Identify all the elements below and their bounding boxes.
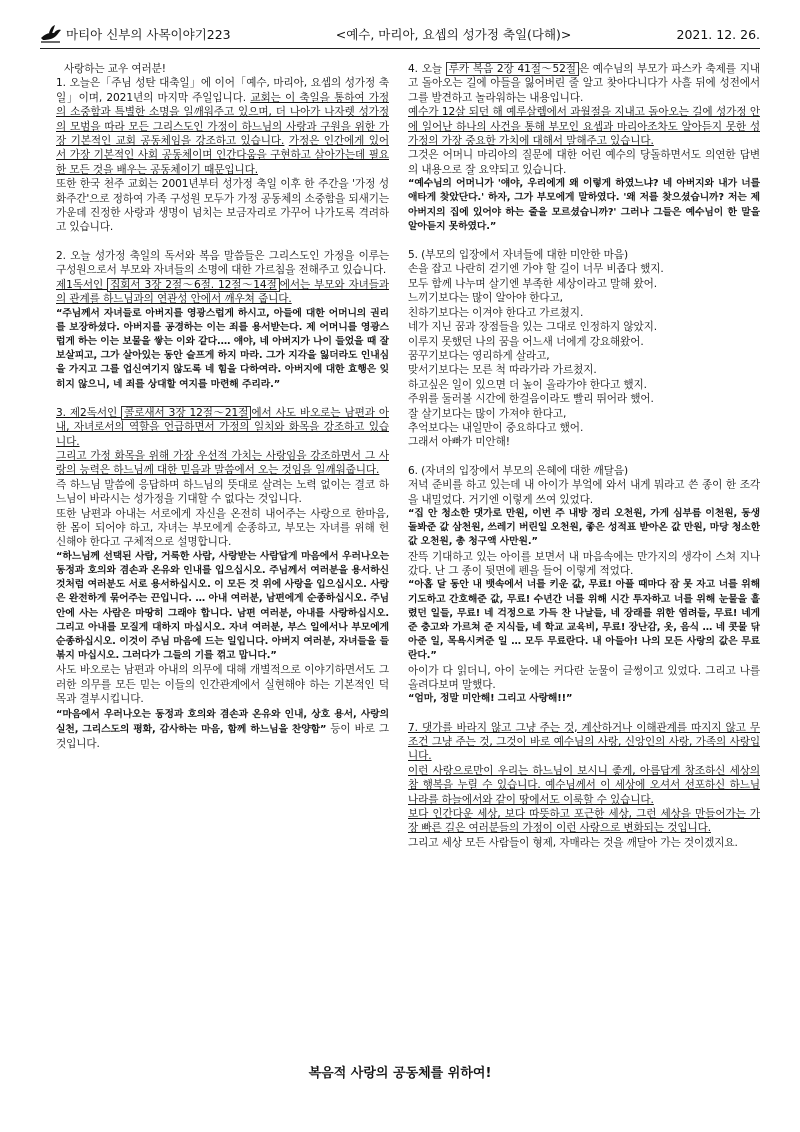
s3-label: 3. 제2독서인 [56,406,122,419]
poem-line: 모두 함께 나누며 살기엔 부족한 세상이라고 말해 왔어. [408,277,658,290]
body-columns [56,62,760,1042]
left-column [56,62,389,1042]
poem-line: 하고싶은 일이 있으면 더 높이 올라가야 한다고 했지. [408,378,647,391]
page-header [40,20,760,49]
s1-underlined-a: 교회는 이 축일을 통하여 가정의 소중함과 특별한 소명을 일깨워주고 있으며, 더 나아가 나자렛 성가정의 모범을 따라 모든 그리스도인 가정이 하느님의 사랑과 구원을 위한 가장 기본적인 교회 공동체임을 강조하고 있습니다. [56,91,389,148]
header-feast-title: <예수, 마리아, 요셉의 성가정 축일(다해)> [335,27,572,42]
s3-virtue-list [56,707,389,752]
s4-gospel [408,62,760,105]
quote-colossians: “하느님께 선택된 사람, 거룩한 사람, 사랑받는 사람답게 마음에서 우러나오는 동정과 호의와 겸손과 온유와 인내를 입으십시오. 주님께서 여러분을 용서하신 것처럼 여러분도 서로 용서하십시오. 이 모든 것 위에 사랑을 입으십시오. 사랑은 완전하게 묶어주는 끈입니다. … 아내 여러분, 남편에게 순종하십시오. 주님 안에 사는 사람은 마땅히 그래야 합니다. 남편 여러분, 아내를 사랑하십시오. 그리고 아내를 모질게 대하지 마십시오. 자녀 여러분, 부스 일에서나 부모에게 순종하십시오. 이것이 주님 마음에 드는 일입니다. 아버지 여러분, 자녀들을 들볶지 마십시오. 그러다가 그들의 기를 꺾고 맙니다.” [56,550,389,662]
greeting: 사랑하는 교우 여러분! [64,63,166,75]
s2-desc: 에서는 부모와 자녀들과의 관계를 하느님과의 연관성 안에서 깨우쳐 줍니다. [56,278,389,306]
s7-closing: 그리고 세상 모든 사람들이 형제, 자매라는 것을 깨달아 가는 것이겠지요. [408,836,738,849]
s5-title: 5. (부모의 입장에서 자녀들에 대한 미안한 마음) [408,249,628,262]
s3-word: 즉 하느님 말씀에 응답하며 하느님의 뜻대로 살려는 노력 없이는 결코 하느님이 바라시는 성가정을 기대할 수 없다는 것입니다. [56,478,389,506]
s2-scripture-ref: 집회서 3장 2절～6절. 12절～14절 [107,278,280,292]
s1-week: 또한 한국 천주 교회는 2001년부터 성가정 축일 이후 한 주간을 '가정 성화주간'으로 정하여 가족 구성원 모두가 가정 공동체의 소중함을 되새기는 가운데 진정한 사랑과 생명이 넘치는 보금자리로 가꾸어 나가도록 격려하고 있습니다. [56,178,389,234]
s7-love: 7. 댓가를 바라지 않고 그냥 주는 것, 계산하거나 이해관계를 따지지 않고 무조건 그냥 주는 것, 그것이 바로 예수님의 사랑, 신앙인의 사랑, 가족의 사랑입니다. [408,721,760,763]
poem-line: 느끼기보다는 많이 알아야 한다고, [408,292,563,305]
s3-virtues: 사도 바오로는 남편과 아내의 의무에 대해 개별적으로 이야기하면서도 그러한 의무를 모든 믿는 이들의 인간관계에서 실현해야 하는 기본적인 덕목과 결부시킵니다. [56,664,389,706]
poem-line: 이루지 못했던 나의 꿈을 어느새 너에게 강요해왔어. [408,335,644,348]
s6-intro: 저녁 준비를 하고 있는데 내 아이가 부엌에 와서 내게 뭐라고 쓴 종이 한 조각을 내밀었다. 거기엔 이렇게 쓰여 있었다. [408,479,760,506]
quote-child: “엄마, 정말 미안해! 그리고 사랑해!!” [408,693,573,705]
poem-line: 그래서 아빠가 미안해! [408,436,510,449]
poem-line: 친하기보다는 이겨야 한다고 가르쳤지. [408,306,584,319]
s3-tail: 등이 바로 그것입니다. [56,722,389,751]
s3-love: 그리고 가정 화목을 위해 가장 우선적 가치는 사랑임을 강조하면서 그 사랑의 능력은 하느님께 대한 믿음과 말씀에서 오는 것임을 일깨워줍니다. [56,449,389,477]
s1-underlined-b: 가정은 인간에게 있어서 가장 기본적인 사회 공동체이며 인간다움을 구현하고 살아가는데 필요한 모든 것을 배우는 공동체이기 때문입니다. [56,135,389,176]
header-date: 2021. 12. 26. [676,26,760,42]
header-series-title: 마티아 신부의 사목이야기223 [66,27,231,42]
s2-intro: 2. 오늘 성가정 축일의 독서와 복음 말씀들은 그리스도인 가정을 이루는 구성원으로서 부모와 자녀들의 소명에 대한 가르침을 전해주고 있습니다. [56,249,389,277]
right-column [408,62,760,1042]
section-1 [56,76,389,177]
s4-scripture-ref: 루카 복음 2장 41절～52절 [446,62,579,76]
poem-line: 손을 잡고 나란히 걷기엔 가야 할 길이 너무 비좁다 했지. [408,263,664,276]
poem-line: 주위를 둘러볼 시간에 한걸음이라도 빨리 뛰어라 했어. [408,393,654,406]
quote-mother: “아홉 달 동안 내 뱃속에서 너를 키운 값, 무료! 아플 때마다 잠 못 자고 너를 위해 기도하고 간호해준 값, 무료! 수년간 너를 위해 시간 투자하고 너를 위해 눈물을 흘렸던 일들, 무료! 네 걱정으로 가득 찬 나날들, 네 장래를 위한 염려들, 무료! 네게 준 충고와 가르쳐 준 지식들, 네 학교 교육비, 무료! 장난감, 옷, 음식 … 네 콧물 닦아준 일, 목욕시켜준 일 … 모두 무료란다. 내 아들아! 나의 모든 사랑의 값은 무료란다.” [408,579,760,662]
poem-line: 네가 지닌 꿈과 장점들을 있는 그대로 인정하지 않았지. [408,321,658,334]
s3-scripture-ref: 콜로새서 3장 12절～21절 [121,406,251,420]
header-left [40,24,231,44]
s6-child: 아이가 다 읽더니, 아이 눈에는 커다란 눈물이 글썽이고 있었다. 그리고 나를 올려다보며 말했다. [408,664,760,692]
quote-virtues: “마음에서 우러나오는 동정과 호의와 겸손과 온유와 인내, 상호 용서, 사랑의 실천, 그리스도의 평화, 감사하는 마음, 함께 하느님을 찬양함” [56,708,389,735]
poem-line: 추억보다는 내일만이 중요하다고 했어. [408,421,584,434]
quote-luke: “예수님의 어머니가 '얘야, 우리에게 왜 이렇게 하였느냐? 네 아버지와 내가 너를 애타게 찾았단다.' 하자, 그가 부모에게 말하였다. '왜 저를 찾으셨습니까? 저는 제 아버지의 집에 있어야 하는 줄을 모르셨습니까?' 그러나 그들은 예수님이 한 말을 알아듣지 못하였다.” [408,178,760,232]
s4-desc: 은 예수님의 부모가 파스카 축제를 지내고 돌아오는 길에 아들을 잃어버린 줄 알고 찾아다니다가 사흘 뒤에 성전에서 그를 발견하고 놀라워하는 내용입니다. [408,63,760,104]
dove-logo-icon [40,24,62,44]
s2-first-reading [56,278,389,307]
s4-summary: 그것은 어머니 마리아의 질문에 대한 어린 예수의 당돌하면서도 의연한 답변의 내용으로 잘 요약되고 있습니다. [408,149,760,176]
s2-label: 제1독서인 [56,278,108,291]
s3-roles: 또한 남편과 아내는 서로에게 자신을 온전히 내어주는 사랑으로 한마음, 한 몸이 되어야 하고, 자녀는 부모에게 순종하고, 부모는 자녀를 위해 헌신해야 한다고 구체적으로 설명합니다. [56,507,389,549]
s5-poem [408,262,760,449]
s1-intro: 1. 오늘은「주님 성탄 대축일」에 이어「예수, 마리아, 요셉의 성가정 축일」이며, 2021년의 마지막 주일입니다. [56,77,389,104]
quote-sirach: “주님께서 자녀들로 아버지를 영광스럽게 하시고, 아들에 대한 어머니의 권리를 보장하셨다. 아버지를 공경하는 이는 죄를 용서받는다. 제 어머니를 영광스럽게 하는 이는 보물을 쌓는 이와 같다.… 얘야, 네 아버지가 나이 들었을 때 잘 보살피고, 그가 살아있는 동안 슬프게 하지 마라. 그가 지각을 잃더라도 인내심을 가지고 그를 업신여기지 않도록 네 힘을 다하여라. 아버지에 대한 효행은 잊히지 않으니, 네 죄를 상대할 여지를 마련해 주리라.” [56,307,389,390]
footer-slogan: 복음적 사랑의 공동체를 위하여! [308,1066,492,1081]
poem-line: 꿈꾸기보다는 영리하게 살라고, [408,349,550,362]
s4-label: 4. 오늘 [408,63,446,75]
s6-title: 6. (자녀의 입장에서 부모의 은혜에 대한 깨달음) [408,464,628,477]
s6-reflection: 잔뜩 기대하고 있는 아이를 보면서 내 마음속에는 만가지의 생각이 스쳐 지나갔다. 난 그 종이 뒷면에 펜을 들어 이렇게 적었다. [408,550,760,577]
s3-second-reading [56,406,389,449]
poem-line: 잘 살기보다는 많이 가져야 한다고, [408,407,567,420]
poem-line: 맞서기보다는 모른 척 따라가라 가르쳤지. [408,364,597,377]
quote-bill: “집 안 청소한 댓가로 만원, 이번 주 내방 정리 오천원, 가게 심부름 이천원, 동생 돌봐준 값 삼천원, 쓰레기 버린일 오천원, 좋은 성적표 받아온 값 만원, 마당 청소한 값 오천원, 총 청구액 사만원.” [408,507,760,548]
s7-kingdom: 이런 사랑으로만이 우리는 하느님이 보시니 좋게, 아름답게 창조하신 세상의 참 행복을 누릴 수 있습니다. 예수님께서 이 세상에 오셔서 선포하신 하느님 나라를 하늘에서와 같이 땅에서도 이룩할 수 있습니다. [408,764,760,806]
s4-event: 예수가 12살 되던 해 예루살렘에서 과월절을 지내고 돌아오는 길에 성가정 안에 일어난 하나의 사건을 통해 부모인 요셉과 마리아조차도 알아듣지 못한 성가정의 가장 중요한 가치에 대해서 말해주고 있습니다. [408,106,760,148]
s3-desc: 에서 사도 바오로는 남편과 아내, 자녀로서의 역할을 언급하면서 가정의 일치와 화목을 강조하고 있습니다. [56,406,389,448]
s7-world: 보다 인간다운 세상, 보다 따뜻하고 포근한 세상, 그런 세상을 만들어가는 가장 빠른 길은 여러분들의 가정이 이런 사랑으로 변화되는 것입니다. [408,808,760,835]
